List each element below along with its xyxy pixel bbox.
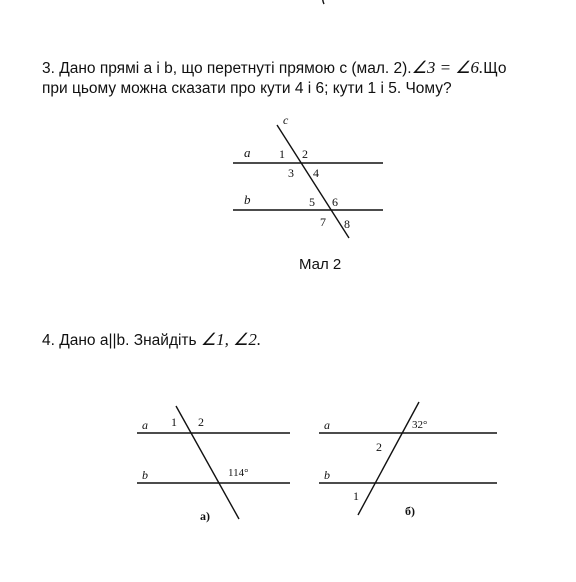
angle-label-2: 2 (376, 440, 382, 454)
angle-label-6: 6 (332, 195, 338, 209)
angle-label-4: 4 (313, 166, 319, 180)
given-angle-114: 114° (228, 467, 249, 479)
angle-label-2: 2 (302, 147, 308, 161)
problem-4-text: 4. Дано a||b. Знайдіть (42, 332, 197, 349)
line-c (277, 125, 349, 238)
figure-a (130, 400, 300, 530)
problem-3-text-tail: Що (483, 60, 507, 77)
label-b: b (142, 468, 148, 482)
top-fragment-mark (318, 0, 328, 6)
angle-label-5: 5 (309, 195, 315, 209)
angle-label-7: 7 (320, 215, 326, 229)
label-a: a (244, 145, 251, 160)
transversal (358, 402, 419, 515)
figure-2-caption: Мал 2 (299, 256, 342, 273)
given-angle-32: 32° (412, 419, 428, 431)
angle-label-1: 1 (353, 489, 359, 503)
figure-b-caption: б) (405, 504, 415, 518)
label-a: a (142, 418, 148, 432)
angle-label-3: 3 (288, 166, 294, 180)
angle-label-2: 2 (198, 415, 204, 429)
figure-b (312, 400, 502, 530)
problem-3-angle-equation: ∠3 = ∠6. (411, 58, 484, 77)
angle-label-1: 1 (279, 147, 285, 161)
figure-2 (225, 112, 395, 242)
problem-4 (42, 330, 442, 351)
problem-3-text: 3. Дано прямі a і b, що перетнуті прямою c (мал. 2). (42, 60, 412, 77)
angle-label-1: 1 (171, 415, 177, 429)
problem-4-angles: ∠1, ∠2. (200, 330, 262, 349)
label-c: c (283, 113, 289, 127)
problem-3 (42, 58, 572, 99)
label-a: a (324, 418, 330, 432)
figure-a-caption: а) (200, 509, 210, 523)
label-b: b (244, 192, 251, 207)
problem-3-line-2: при цьому можна сказати про кути 4 і 6; кути 1 і 5. Чому? (42, 80, 452, 97)
angle-label-8: 8 (344, 217, 350, 231)
label-b: b (324, 468, 330, 482)
transversal (176, 406, 239, 519)
problem-3-line-1 (42, 58, 572, 79)
